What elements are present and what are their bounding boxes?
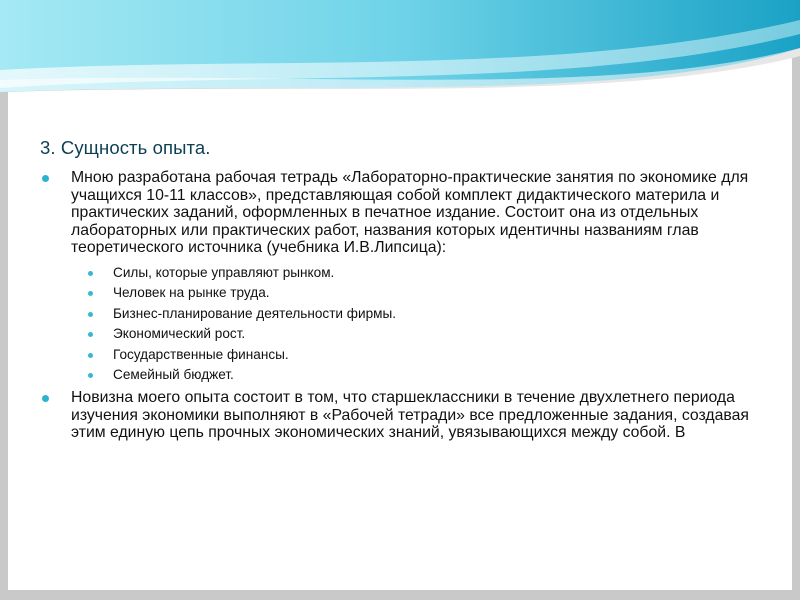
sub-bullet-item: Бизнес-планирование деятельности фирмы. xyxy=(40,304,770,325)
sub-bullet-dot-icon xyxy=(88,373,93,378)
sub-bullet-dot-icon xyxy=(88,353,93,358)
bullet-dot-icon xyxy=(42,175,49,182)
bullet-text: Мною разработана рабочая тетрадь «Лабораторно-практические занятия по экономике для учащихся 10-11 классов», представляющая собой комплект дидактического материла и практических заданий, оформленных в печатное издание. Состоит она из отдельных лабораторных или практических работ, названия которых идентичны названиям глав теоретического источника (учебника И.В.Липсица): xyxy=(71,169,749,257)
sub-bullet-list xyxy=(40,263,770,386)
bullet-text: Новизна моего опыта состоит в том, что старшеклассники в течение двухлетнего периода изучения экономики выполняют в «Рабочей тетради» все предложенные задания, создавая этим единую цепь прочных экономических знаний, увязывающихся между собой. В xyxy=(71,388,749,442)
sub-bullet-dot-icon xyxy=(88,291,93,296)
bullet-dot-icon xyxy=(42,395,49,402)
sub-bullet-item: Экономический рост. xyxy=(40,324,770,345)
sub-bullet-dot-icon xyxy=(88,271,93,276)
sub-bullet-item: Семейный бюджет. xyxy=(40,365,770,386)
slide-content xyxy=(40,137,770,442)
slide-title: 3. Сущность опыта. xyxy=(40,137,211,158)
sub-bullet-dot-icon xyxy=(88,312,93,317)
sub-bullet-item: Силы, которые управляют рынком. xyxy=(40,263,770,284)
sub-bullet-item: Человек на рынке труда. xyxy=(40,283,770,304)
bullet-paragraph xyxy=(40,389,770,442)
sub-bullet-dot-icon xyxy=(88,332,93,337)
bullet-paragraph xyxy=(40,169,770,257)
sub-bullet-item: Государственные финансы. xyxy=(40,345,770,366)
